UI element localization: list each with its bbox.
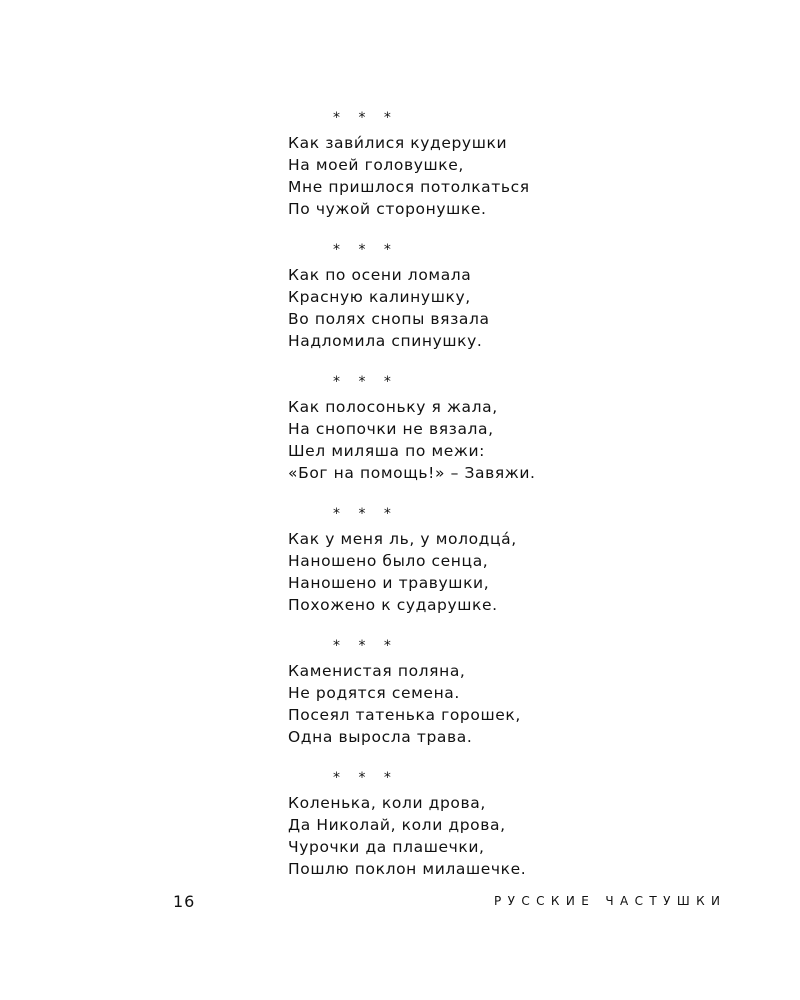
verse-line: Не родятся семена. xyxy=(288,684,460,702)
verse-line: Шел миляша по межи: xyxy=(288,442,485,460)
verse-line: Коленька, коли дрова, xyxy=(288,794,486,812)
verse-line: Надломила спинушку. xyxy=(288,332,483,350)
verse-line: Как по осени ломала xyxy=(288,266,472,284)
verse-line: Во полях снопы вязала xyxy=(288,310,490,328)
stanza-separator: * * * xyxy=(333,770,398,786)
verse-line: Одна выросла трава. xyxy=(288,728,473,746)
stanza-separator: * * * xyxy=(333,110,398,126)
stanza xyxy=(288,240,758,352)
running-title: РУССКИЕ ЧАСТУШКИ xyxy=(494,894,727,908)
verse-line: Красную калинушку, xyxy=(288,288,471,306)
verse-line: На моей головушке, xyxy=(288,156,464,174)
stanza xyxy=(288,504,758,616)
stanza-separator: * * * xyxy=(333,242,398,258)
verse-line: Наношено было сенца, xyxy=(288,552,489,570)
poems-column xyxy=(288,108,758,900)
verse-line: На снопочки не вязала, xyxy=(288,420,494,438)
verse-line: Как у меня ль, у молодца́, xyxy=(288,530,517,548)
verse-line: Чурочки да плашечки, xyxy=(288,838,485,856)
verse-line: Пошлю поклон милашечке. xyxy=(288,860,527,878)
stanza xyxy=(288,768,758,880)
verse-line: По чужой сторонушке. xyxy=(288,200,487,218)
stanza-separator: * * * xyxy=(333,638,398,654)
verse-line: Наношено и травушки, xyxy=(288,574,490,592)
stanza-separator: * * * xyxy=(333,506,398,522)
stanza xyxy=(288,372,758,484)
page-number: 16 xyxy=(173,892,196,911)
verse-line: Как полосоньку я жала, xyxy=(288,398,498,416)
verse-line: Да Николай, коли дрова, xyxy=(288,816,506,834)
verse-line: Мне пришлося потолкаться xyxy=(288,178,530,196)
stanza-separator: * * * xyxy=(333,374,398,390)
stanza xyxy=(288,636,758,748)
verse-line: Как зави́лися кудерушки xyxy=(288,134,508,152)
verse-line: Каменистая поляна, xyxy=(288,662,466,680)
stanza xyxy=(288,108,758,220)
verse-line: «Бог на помощь!» – Завяжи. xyxy=(288,464,536,482)
verse-line: Посеял татенька горошек, xyxy=(288,706,521,724)
verse-line: Похожено к сударушке. xyxy=(288,596,498,614)
